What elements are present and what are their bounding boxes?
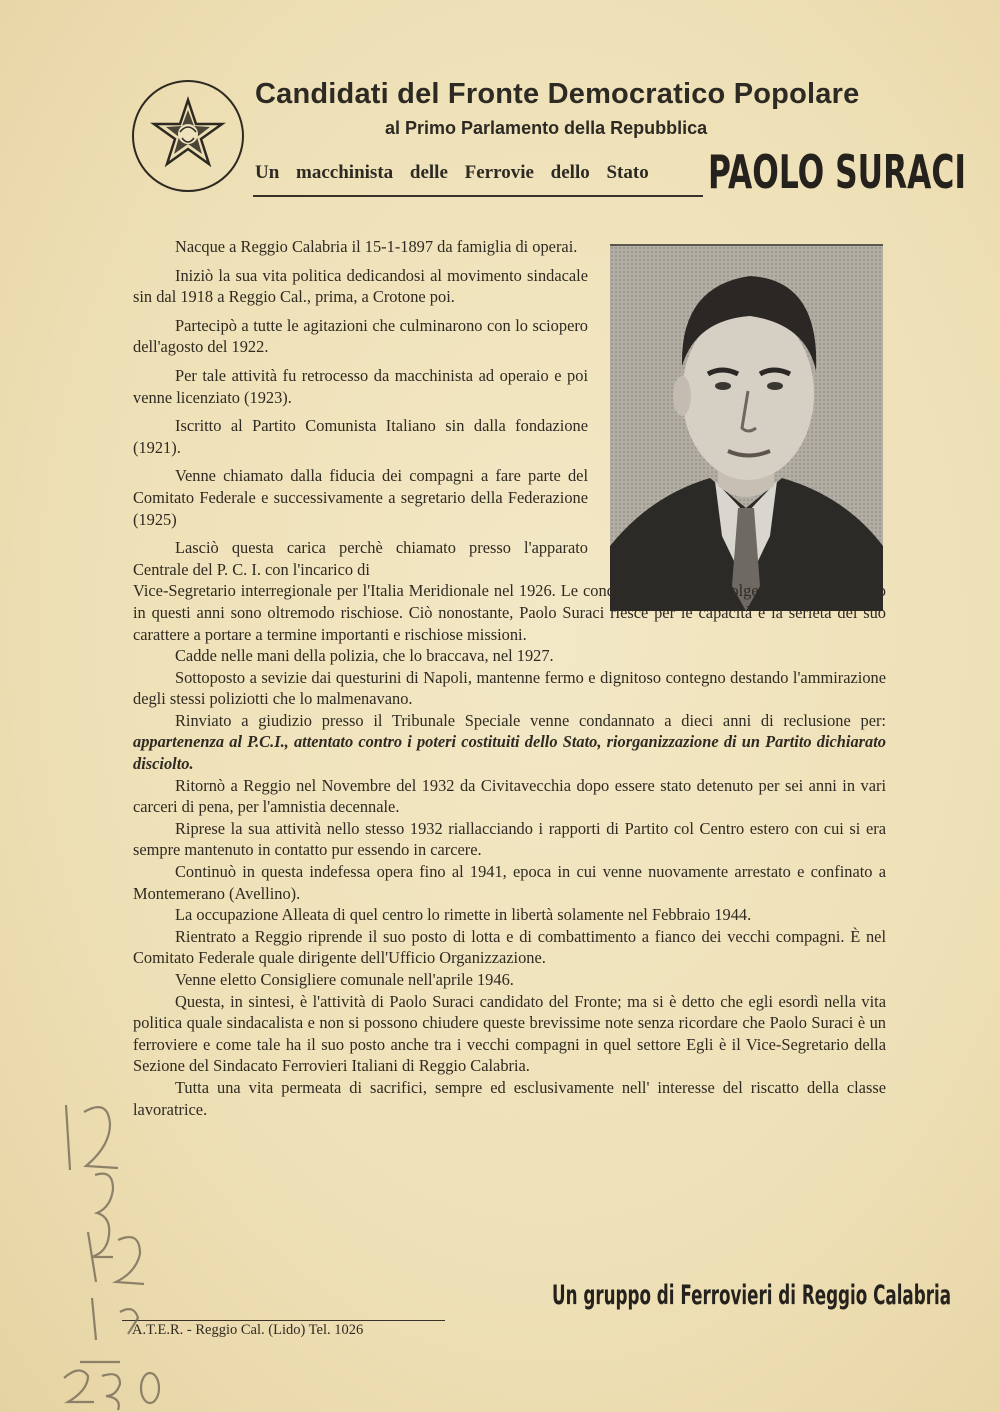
bio-paragraph: Cadde nelle mani della polizia, che lo braccava, nel 1927. (175, 646, 554, 666)
bio-paragraph: Partecipò a tutte le agitazioni che culminarono con lo sciopero dell'agosto del 1922. (133, 315, 588, 357)
header-divider (253, 195, 703, 197)
bio-paragraph: Continuò in questa indefessa opera fino al 1941, epoca in cui venne nuovamente arrestato e confinato a Montemerano (Avellino). (133, 862, 886, 903)
printer-credit: A.T.E.R. - Reggio Cal. (Lido) Tel. 1026 (132, 1322, 364, 1338)
biography-text (133, 236, 886, 1120)
page-subtitle: al Primo Parlamento della Repubblica (385, 118, 708, 138)
bio-paragraph: Vice-Segretario interregionale per l'Italia Meridionale nel 1926. Le condizioni in cui si svolge il lavoro di Partito in questi anni sono oltremodo rischiose. Ciò nonostante, Paolo Suraci riesce per le capacità e la serietà del suo carattere a portare a termine importanti e rischiose missioni. (133, 581, 886, 644)
candidate-name: PAOLO SURACI (708, 145, 966, 199)
bio-paragraph-text: Rinviato a giudizio presso il Tribunale Speciale venne condannato a dieci anni di reclusione per: (175, 710, 886, 730)
bio-paragraph: Ritornò a Reggio nel Novembre del 1932 da Civitavecchia dopo essere stato detenuto per sei anni in vari carceri di pena, per l'amnistia decennale. (133, 775, 886, 817)
emblem-icon (130, 78, 250, 198)
bio-paragraph: Rientrato a Reggio riprende il suo posto di lotta e di combattimento a fianco dei vecchi compagni. È nel Comitato Federale quale dirigente dell'Ufficio Organizzazione. (133, 926, 886, 968)
bio-paragraph: Sottoposto a sevizie dai questurini di Napoli, mantenne fermo e dignitoso contegno destando l'ammirazione degli stessi poliziotti che lo malmenavano. (133, 667, 886, 709)
bio-paragraph: La occupazione Alleata di quel centro lo rimette in libertà solamente nel Febbraio 1944. (175, 905, 752, 925)
biography-narrow-column (133, 236, 886, 580)
bio-paragraph: Nacque a Reggio Calabria il 15-1-1897 da famiglia di operai. (175, 237, 578, 256)
printer-divider (122, 1320, 445, 1321)
bio-paragraph: Venne chiamato dalla fiducia dei compagni a fare parte del Comitato Federale e successivamente a segretario della Federazione (1925) (133, 466, 588, 529)
bio-paragraph: Per tale attività fu retrocesso da macchinista ad operaio e poi venne licenziato (1923). (133, 365, 588, 407)
bio-paragraph: Tutta una vita permeata di sacrifici, sempre ed esclusivamente nell' interesse del riscatto della classe lavoratrice. (133, 1077, 886, 1119)
bio-paragraph: Questa, in sintesi, è l'attività di Paolo Suraci candidato del Fronte; ma si è detto che egli esordì nella vita politica quale sindacalista e non si possono chiudere queste brevissime note senza ricordare che Paolo Suraci è un ferroviere e come tale ha il suo posto anche tra i vecchi compagni in quel settore Egli è il Vice-Segretario della Sezione del Sindacato Ferrovieri Italiani di Reggio Calabria. (133, 991, 886, 1076)
star-garibaldi-emblem (130, 78, 250, 198)
bio-paragraph: Iniziò la sua vita politica dedicandosi al movimento sindacale sin dal 1918 a Reggio Cal., prima, a Crotone poi. (133, 265, 588, 307)
bio-paragraph: Lasciò questa carica perchè chiamato presso l'apparato Centrale del P. C. I. con l'incarico di (133, 538, 588, 579)
bio-paragraph: Riprese la sua attività nello stesso 1932 riallacciando i rapporti di Partito col Centro estero con cui si era sempre mantenuto in contatto pur essendo in carcere. (133, 818, 886, 860)
charges-text: appartenenza al P.C.I., attentato contro i poteri costituiti dello Stato, riorganizzazione di un Partito dichiarato disciolto. (133, 732, 886, 774)
signature-line: Un gruppo di Ferrovieri di Reggio Calabria (552, 1280, 951, 1311)
candidate-role: Un macchinista delle Ferrovie dello Stato (255, 162, 649, 183)
bio-paragraph (133, 710, 886, 775)
bio-paragraph: Venne eletto Consigliere comunale nell'aprile 1946. (175, 970, 514, 989)
page-title: Candidati del Fronte Democratico Popolare (255, 78, 860, 110)
bio-paragraph: Iscritto al Partito Comunista Italiano sin dalla fondazione (1921). (133, 416, 588, 457)
